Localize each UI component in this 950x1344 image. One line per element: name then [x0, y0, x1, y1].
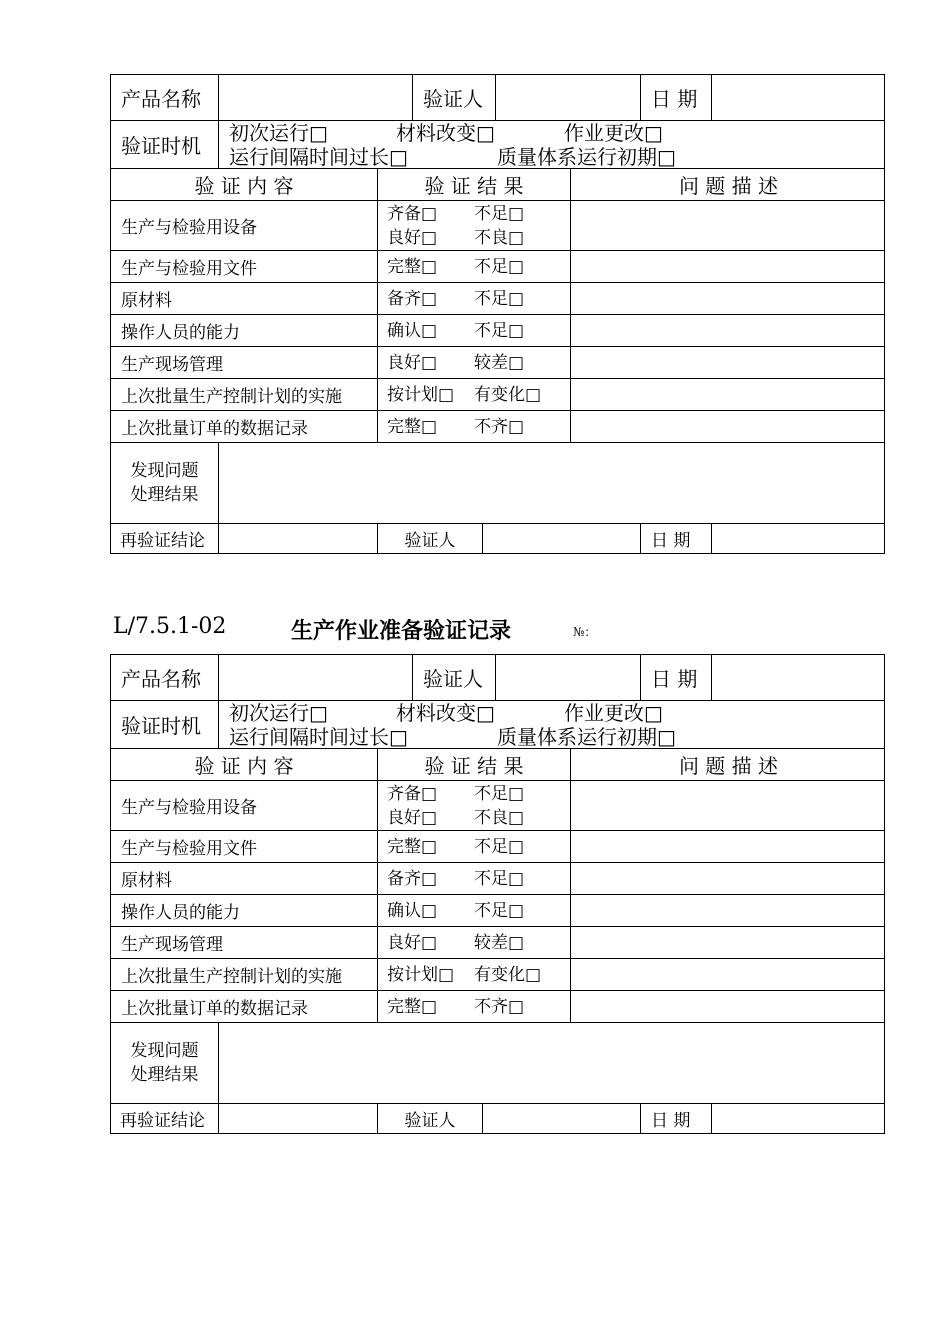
result-option[interactable]: 不足□	[474, 320, 525, 341]
col-content-header: 验 证 内 容	[194, 174, 294, 198]
col-issue-header: 问 题 描 述	[570, 749, 886, 780]
check-result	[377, 895, 570, 926]
issue-field[interactable]	[570, 863, 886, 894]
issue-field[interactable]	[570, 201, 886, 250]
col-content-header: 验 证 内 容	[194, 754, 294, 778]
check-result	[377, 927, 570, 958]
reverify-field[interactable]	[218, 524, 377, 553]
verifier-label: 验证人	[412, 655, 495, 700]
check-item-label: 生产与检验用设备	[121, 798, 257, 818]
result-option[interactable]: 备齐□	[387, 288, 438, 309]
check-item-label: 上次批量订单的数据记录	[121, 419, 308, 439]
header-row	[110, 74, 885, 121]
check-row	[110, 250, 885, 283]
reverify-label: 再验证结论	[120, 1111, 205, 1131]
findings-field[interactable]	[218, 443, 886, 523]
result-option[interactable]: 不足□	[474, 288, 525, 309]
result-option[interactable]: 按计划□	[387, 964, 455, 985]
header-row	[110, 654, 885, 701]
check-row	[110, 314, 885, 347]
findings-label	[111, 1023, 218, 1103]
footer-date-label: 日 期	[640, 524, 711, 553]
issue-field[interactable]	[570, 895, 886, 926]
result-option[interactable]: 良好□	[387, 932, 438, 953]
check-item-label: 上次批量订单的数据记录	[121, 999, 308, 1019]
result-option[interactable]: 良好□	[387, 227, 438, 248]
check-result	[377, 411, 570, 442]
result-option[interactable]: 良好□	[387, 352, 438, 373]
check-item-label: 上次批量生产控制计划的实施	[121, 387, 342, 407]
document-number-label: №：	[573, 625, 597, 639]
check-result	[377, 863, 570, 894]
date-field[interactable]	[711, 75, 886, 120]
timing-option-material-change[interactable]: 材料改变□	[396, 700, 495, 725]
result-option[interactable]: 确认□	[387, 320, 438, 341]
issue-field[interactable]	[570, 283, 886, 314]
timing-option-first-run[interactable]: 初次运行□	[229, 120, 328, 145]
result-option[interactable]: 有变化□	[474, 964, 542, 985]
issue-field[interactable]	[570, 411, 886, 442]
check-result	[377, 959, 570, 990]
document-title-line	[113, 614, 813, 646]
date-label: 日 期	[640, 75, 711, 120]
findings-label-line2: 处理结果	[130, 485, 199, 505]
result-option[interactable]: 较差□	[474, 932, 525, 953]
timing-option-first-run[interactable]: 初次运行□	[229, 700, 328, 725]
timing-option-operation-change[interactable]: 作业更改□	[564, 120, 663, 145]
findings-field[interactable]	[218, 1023, 886, 1103]
result-option[interactable]: 不足□	[474, 836, 525, 857]
check-item-label: 生产现场管理	[121, 935, 223, 955]
footer-verifier-field[interactable]	[482, 1104, 640, 1133]
timing-option-operation-change[interactable]: 作业更改□	[564, 700, 663, 725]
check-row	[110, 862, 885, 895]
timing-option-qms-initial[interactable]: 质量体系运行初期□	[497, 144, 676, 169]
footer-row	[110, 523, 885, 554]
issue-field[interactable]	[570, 991, 886, 1022]
result-option[interactable]: 不足□	[474, 900, 525, 921]
result-option[interactable]: 良好□	[387, 807, 438, 828]
document-title: 生产作业准备验证记录	[291, 619, 512, 644]
check-result	[377, 283, 570, 314]
check-result	[377, 347, 570, 378]
check-result	[377, 379, 570, 410]
check-row	[110, 958, 885, 991]
footer-verifier-field[interactable]	[482, 524, 640, 553]
findings-row	[110, 442, 885, 524]
column-header-row	[110, 168, 885, 201]
footer-verifier-label: 验证人	[377, 1104, 482, 1133]
footer-row	[110, 1103, 885, 1134]
result-option[interactable]: 不良□	[474, 807, 525, 828]
findings-label	[111, 443, 218, 523]
issue-field[interactable]	[570, 379, 886, 410]
result-option[interactable]: 完整□	[387, 416, 438, 437]
issue-field[interactable]	[570, 347, 886, 378]
col-issue-header: 问 题 描 述	[570, 169, 886, 200]
timing-option-qms-initial[interactable]: 质量体系运行初期□	[497, 724, 676, 749]
issue-field[interactable]	[570, 251, 886, 282]
check-item-label: 原材料	[121, 871, 172, 891]
col-result-header: 验 证 结 果	[377, 169, 570, 200]
check-result	[377, 781, 570, 830]
verifier-field[interactable]	[495, 655, 640, 700]
footer-date-field[interactable]	[711, 524, 886, 553]
column-header-row	[110, 748, 885, 781]
timing-label: 验证时机	[121, 714, 201, 738]
result-option[interactable]: 完整□	[387, 836, 438, 857]
result-option[interactable]: 不齐□	[474, 996, 525, 1017]
result-option[interactable]: 备齐□	[387, 868, 438, 889]
findings-label-line1: 发现问题	[130, 1041, 199, 1061]
reverify-label: 再验证结论	[120, 531, 205, 551]
check-result	[377, 315, 570, 346]
check-row	[110, 990, 885, 1023]
product-name-label: 产品名称	[121, 667, 201, 691]
check-row	[110, 346, 885, 379]
result-option[interactable]: 不足□	[474, 203, 525, 224]
timing-option-long-interval[interactable]: 运行间隔时间过长□	[229, 144, 408, 169]
verifier-label: 验证人	[412, 75, 495, 120]
result-option[interactable]: 按计划□	[387, 384, 455, 405]
timing-label: 验证时机	[121, 134, 201, 158]
result-option[interactable]: 完整□	[387, 996, 438, 1017]
footer-date-field[interactable]	[711, 1104, 886, 1133]
issue-field[interactable]	[570, 927, 886, 958]
check-result	[377, 991, 570, 1022]
check-row	[110, 410, 885, 443]
timing-options	[218, 701, 886, 748]
result-option[interactable]: 完整□	[387, 256, 438, 277]
result-option[interactable]: 不良□	[474, 227, 525, 248]
timing-options	[218, 121, 886, 168]
product-name-label: 产品名称	[121, 87, 201, 111]
result-option[interactable]: 有变化□	[474, 384, 542, 405]
result-option[interactable]: 不足□	[474, 868, 525, 889]
timing-option-material-change[interactable]: 材料改变□	[396, 120, 495, 145]
result-option[interactable]: 齐备□	[387, 203, 438, 224]
verifier-field[interactable]	[495, 75, 640, 120]
findings-label-line1: 发现问题	[130, 461, 199, 481]
check-item-label: 原材料	[121, 291, 172, 311]
check-row	[110, 282, 885, 315]
findings-row	[110, 1022, 885, 1104]
check-item-label: 操作人员的能力	[121, 903, 240, 923]
findings-label-line2: 处理结果	[130, 1065, 199, 1085]
result-option[interactable]: 不足□	[474, 256, 525, 277]
document-code: L/7.5.1-02	[113, 614, 227, 639]
check-item-label: 上次批量生产控制计划的实施	[121, 967, 342, 987]
check-row	[110, 894, 885, 927]
result-option[interactable]: 较差□	[474, 352, 525, 373]
timing-row	[110, 120, 885, 169]
footer-verifier-label: 验证人	[377, 524, 482, 553]
issue-field[interactable]	[570, 315, 886, 346]
date-label: 日 期	[640, 655, 711, 700]
check-item-label: 操作人员的能力	[121, 323, 240, 343]
result-option[interactable]: 齐备□	[387, 783, 438, 804]
check-row	[110, 378, 885, 411]
reverify-field[interactable]	[218, 1104, 377, 1133]
col-result-header: 验 证 结 果	[377, 749, 570, 780]
check-item-label: 生产与检验用文件	[121, 839, 257, 859]
result-option[interactable]: 不足□	[474, 783, 525, 804]
check-row	[110, 780, 885, 831]
result-option[interactable]: 不齐□	[474, 416, 525, 437]
product-name-field[interactable]	[218, 655, 412, 700]
issue-field[interactable]	[570, 831, 886, 862]
timing-row	[110, 700, 885, 749]
check-row	[110, 830, 885, 863]
check-row	[110, 926, 885, 959]
check-item-label: 生产现场管理	[121, 355, 223, 375]
date-field[interactable]	[711, 655, 886, 700]
product-name-field[interactable]	[218, 75, 412, 120]
timing-option-long-interval[interactable]: 运行间隔时间过长□	[229, 724, 408, 749]
issue-field[interactable]	[570, 781, 886, 830]
footer-date-label: 日 期	[640, 1104, 711, 1133]
check-row	[110, 200, 885, 251]
check-item-label: 生产与检验用文件	[121, 259, 257, 279]
check-result	[377, 251, 570, 282]
check-result	[377, 201, 570, 250]
check-item-label: 生产与检验用设备	[121, 218, 257, 238]
result-option[interactable]: 确认□	[387, 900, 438, 921]
issue-field[interactable]	[570, 959, 886, 990]
check-result	[377, 831, 570, 862]
